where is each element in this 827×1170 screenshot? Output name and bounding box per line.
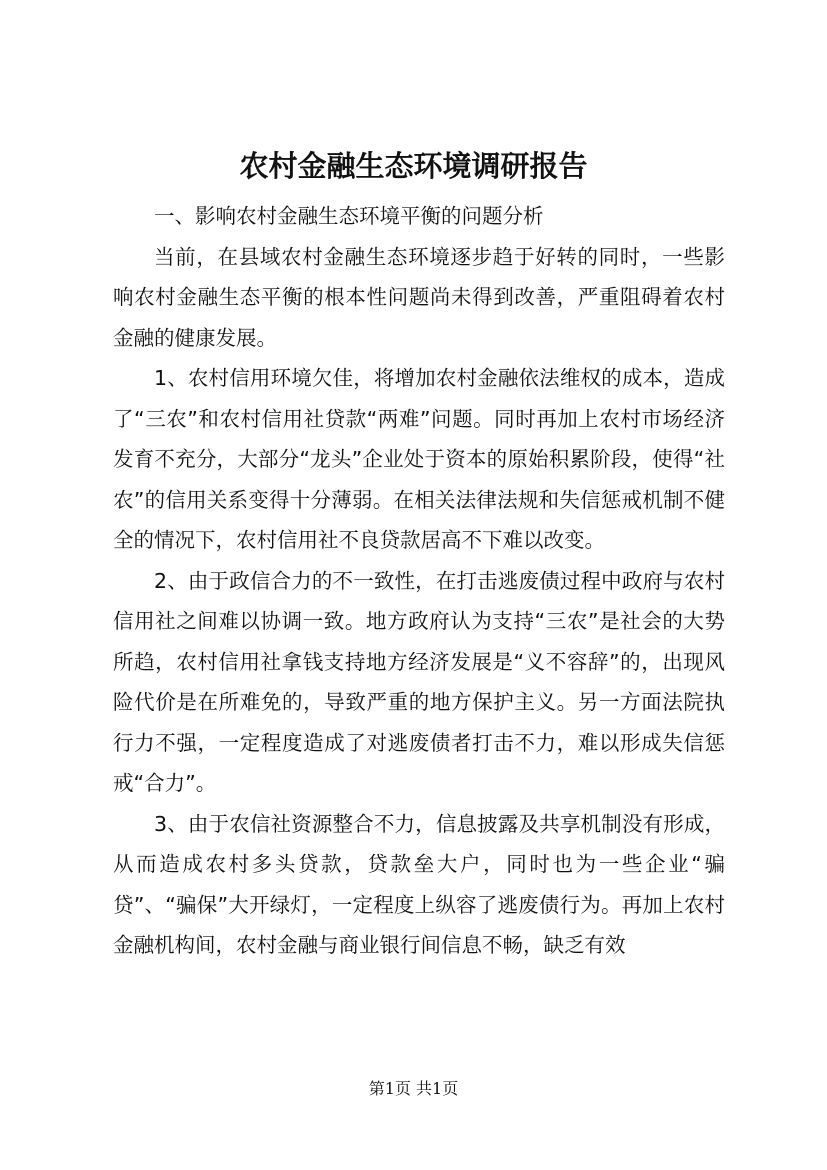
- paragraph: 2、由于政信合力的不一致性，在打击逃废债过程中政府与农村信用社之间难以协调一致。地方政府认为支持“三农”是社会的大势所趋，农村信用社拿钱支持地方经济发展是“义不容辞”的，出现风险代价是在所难免的，导致严重的地方保护主义。另一方面法院执行力不强，一定程度造成了对逃废债者打击不力，难以形成失信惩戒“合力”。: [113, 568, 725, 795]
- paragraph: 3、由于农信社资源整合不力，信息披露及共享机制没有形成，从而造成农村多头贷款，贷款垒大户，同时也为一些企业“骗贷”、“骗保”大开绿灯，一定程度上纵容了逃废债行为。再加上农村金融机构间，农村金融与商业银行间信息不畅，缺乏有效: [113, 811, 725, 957]
- paragraph: 1、农村信用环境欠佳，将增加农村金融依法维权的成本，造成了“三农”和农村信用社贷款“两难”问题。同时再加上农村市场经济发育不充分，大部分“龙头”企业处于资本的原始积累阶段，使得“社农”的信用关系变得十分薄弱。在相关法律法规和失信惩戒机制不健全的情况下，农村信用社不良贷款居高不下难以改变。: [113, 366, 725, 552]
- document-title: 农村金融生态环境调研报告: [239, 149, 588, 183]
- section-heading: 一、影响农村金融生态环境平衡的问题分析: [154, 204, 544, 228]
- document-body: [113, 196, 725, 966]
- paragraph: 当前，在县域农村金融生态环境逐步趋于好转的同时，一些影响农村金融生态平衡的根本性问题尚未得到改善，严重阻碍着农村金融的健康发展。: [113, 244, 725, 350]
- page-footer: 第1页 共1页: [368, 1079, 459, 1098]
